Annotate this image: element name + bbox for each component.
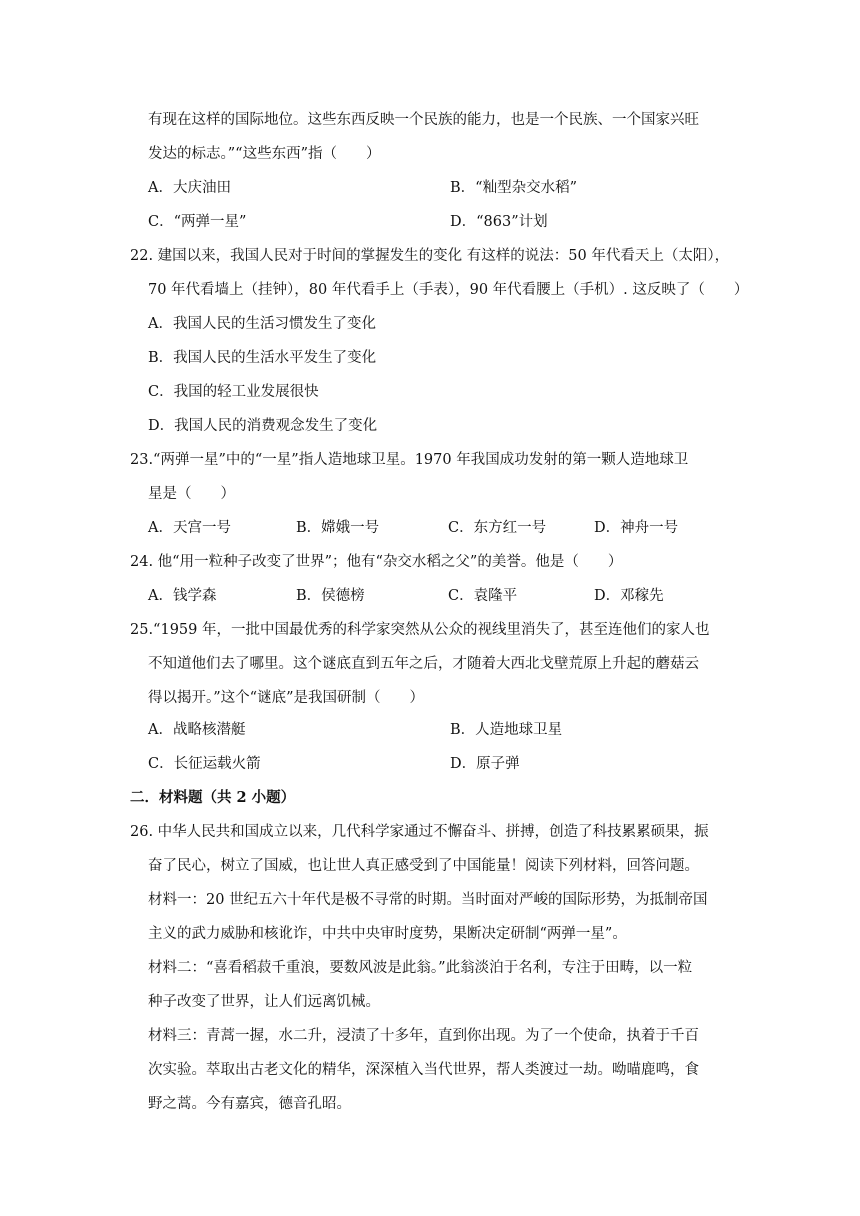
q26-material-1-line-2: 主义的武力威胁和核讹诈，中共中央审时度势，果断决定研制“两弹一星”。 (148, 926, 627, 942)
section-heading: 二．材料题（共 2 小题） (130, 789, 296, 806)
q21-option-d: D．“863”计划 (450, 214, 548, 230)
q26-material-3-line-1: 材料三：青蒿一握，水二升，浸渍了十多年，直到你出现。为了一个使命，执着于千百 (148, 1028, 699, 1044)
q23-text-line-2: 星是（ ） (148, 486, 235, 502)
q22-text-line-2: 70 年代看墙上（挂钟），80 年代看手上（手表），90 年代看腰上（手机）. 这反映了（ ） (148, 282, 749, 298)
q25-option-c: C．长征运载火箭 (148, 756, 261, 772)
q26-text-line-2: 奋了民心，树立了国威，也让世人真正感受到了中国能量！阅读下列材料，回答问题。 (148, 858, 699, 874)
q22-option-b: B．我国人民的生活水平发生了变化 (148, 350, 377, 366)
q22-option-d: D．我国人民的消费观念发生了变化 (148, 418, 378, 434)
q22-option-a: A．我国人民的生活习惯发生了变化 (148, 316, 376, 332)
q25-option-a: A．战略核潜艇 (148, 722, 246, 738)
q24-option-d: D．邓稼先 (594, 588, 664, 604)
q25-option-d: D．原子弹 (450, 756, 520, 772)
q21-text-line-2: 发达的标志。”“这些东西”指（ ） (148, 146, 381, 162)
q23-option-d: D．神舟一号 (594, 520, 679, 536)
q26-material-1-line-1: 材料一：20 世纪五六十年代是极不寻常的时期。当时面对严峻的国际形势，为抵制帝国 (148, 892, 708, 908)
q24-option-b: B．侯德榜 (296, 588, 365, 604)
q24-option-a: A．钱学森 (148, 588, 217, 604)
q25-text-line-1: 25.“1959 年，一批中国最优秀的科学家突然从公众的视线里消失了，甚至连他们的家人也 (130, 622, 710, 638)
q24-text-line-1: 24. 他“用一粒种子改变了世界”；他有“杂交水稻之父”的美誉。他是（ ） (130, 554, 623, 570)
q26-material-2-line-1: 材料二：“喜看稻菽千重浪，要数风波是此翁。”此翁淡泊于名利，专注于田畴，以一粒 (148, 960, 693, 976)
q21-option-a: A．大庆油田 (148, 180, 231, 196)
q25-option-b: B．人造地球卫星 (450, 722, 563, 738)
q26-text-line-1: 26. 中华人民共和国成立以来，几代科学家通过不懈奋斗、拼搏，创造了科技累累硕果，振 (130, 824, 709, 840)
q26-material-2-line-2: 种子改变了世界，让人们远离饥械。 (148, 994, 380, 1010)
q23-option-a: A．天宫一号 (148, 520, 231, 536)
q23-option-b: B．嫦娥一号 (296, 520, 380, 536)
q24-option-c: C．袁隆平 (448, 588, 518, 604)
q25-text-line-3: 得以揭开。”这个“谜底”是我国研制（ ） (148, 690, 424, 706)
q22-option-c: C．我国的轻工业发展很快 (148, 384, 319, 400)
q26-material-3-line-3: 野之蒿。今有嘉宾，德音孔昭。 (148, 1096, 351, 1112)
q21-text-line-1: 有现在这样的国际地位。这些东西反映一个民族的能力，也是一个民族、一个国家兴旺 (148, 112, 699, 128)
q23-text-line-1: 23.“两弹一星”中的“一星”指人造地球卫星。1970 年我国成功发射的第一颗人造地球卫 (130, 452, 689, 468)
q26-material-3-line-2: 次实验。萃取出古老文化的精华，深深植入当代世界，帮人类渡过一劫。呦喵鹿鸣，食 (148, 1062, 699, 1078)
q21-option-c: C．“两弹一星” (148, 214, 247, 230)
q25-text-line-2: 不知道他们去了哪里。这个谜底直到五年之后，才随着大西北戈壁荒原上升起的蘑菇云 (148, 656, 699, 672)
q23-option-c: C．东方红一号 (448, 520, 547, 536)
q22-text-line-1: 22. 建国以来，我国人民对于时间的掌握发生的变化 有这样的说法：50 年代看天上（太阳）， (130, 248, 730, 264)
q21-option-b: B．“籼型杂交水稻” (450, 180, 577, 196)
